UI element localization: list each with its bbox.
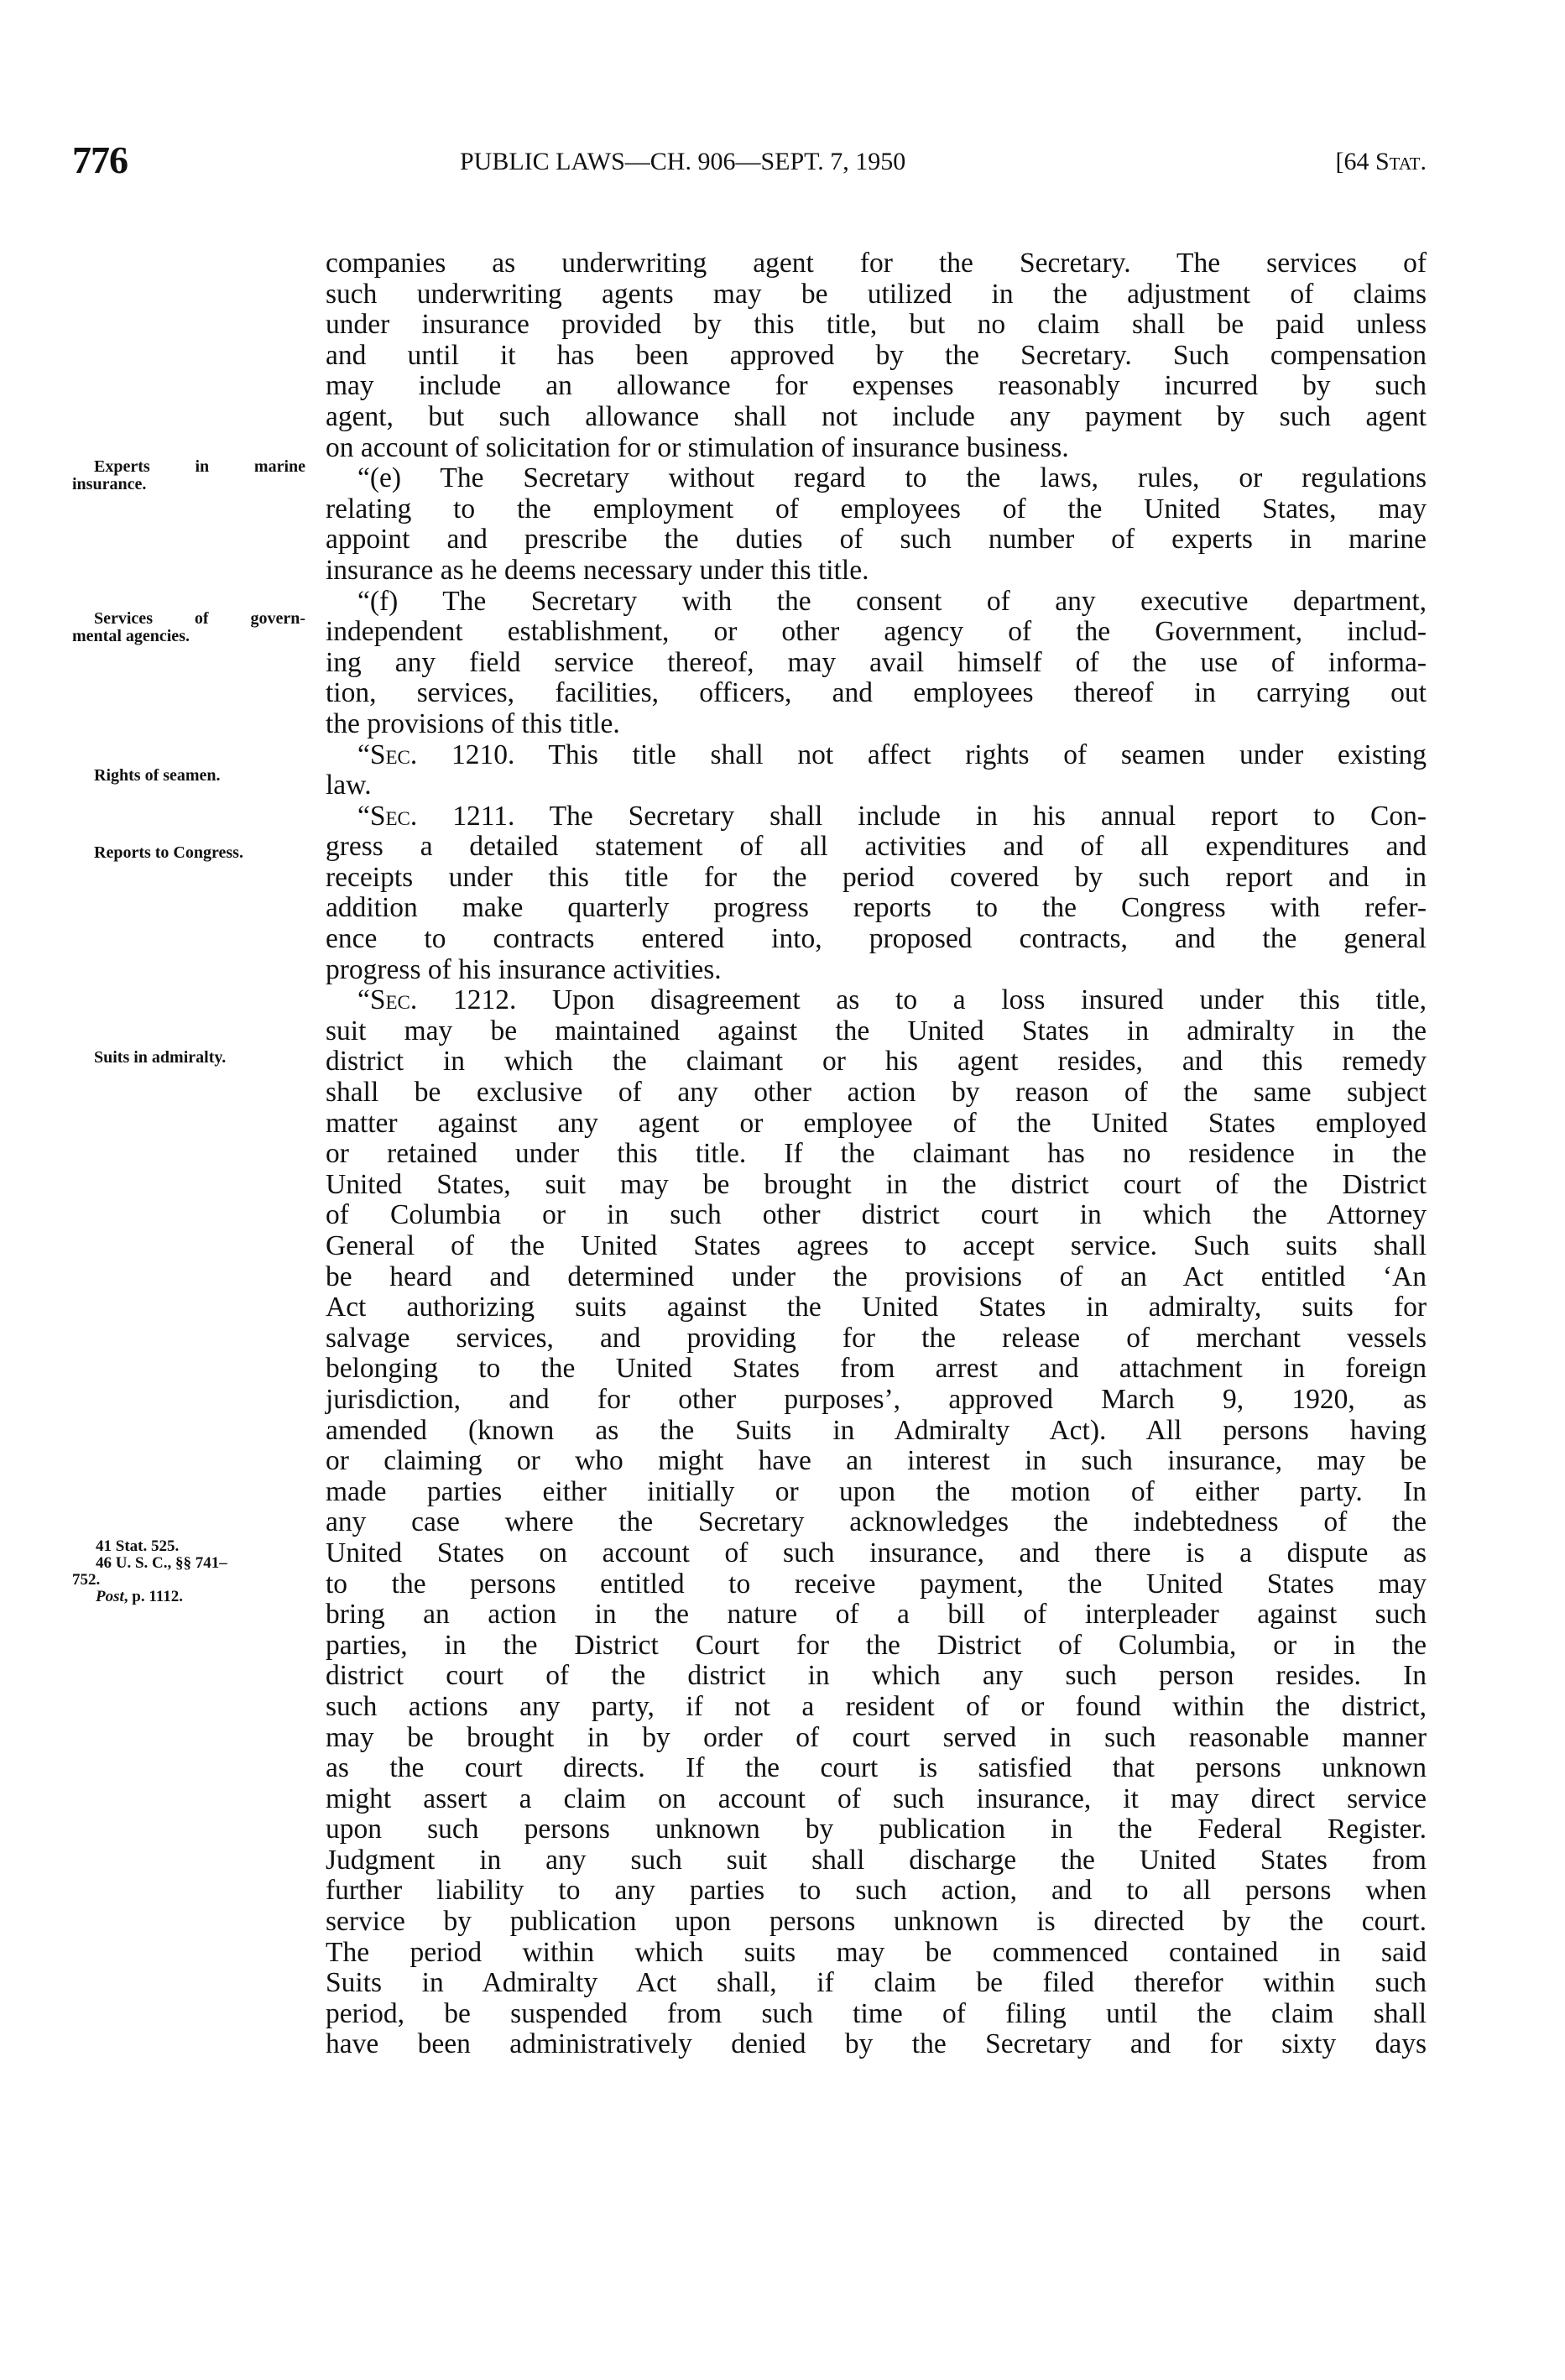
body-line: General of the United States agrees to accept service. Such suits shall: [326, 1230, 1427, 1261]
body-line: “Sec. 1211. The Secretary shall include in his annual report to Con-: [357, 800, 1427, 832]
body-line: or claiming or who might have an interest in such insurance, may be: [326, 1445, 1427, 1477]
body-line: ing any field service thereof, may avail himself of the use of informa-: [326, 646, 1427, 678]
body-line: amended (known as the Suits in Admiralty Act). All persons having: [326, 1414, 1427, 1446]
section-abbrev: ec.: [385, 739, 418, 770]
body-line: period, be suspended from such time of filing until the claim shall: [326, 1997, 1427, 2029]
citation-block: [72, 1538, 305, 1605]
volume-label: Stat.: [1375, 148, 1427, 175]
body-line: salvage services, and providing for the release of merchant vessels: [326, 1322, 1427, 1354]
citation-post: [72, 1589, 305, 1605]
body-line: bring an action in the nature of a bill of interpleader against such: [326, 1599, 1427, 1631]
body-line: matter against any agent or employee of the United States employed: [326, 1107, 1427, 1139]
body-line: insurance as he deems necessary under this title.: [326, 554, 869, 586]
body-line: the provisions of this title.: [326, 707, 620, 739]
body-line: service by publication upon persons unknown is directed by the court.: [326, 1906, 1427, 1938]
body-line: tion, services, facilities, officers, and employees thereof in carrying out: [326, 677, 1427, 709]
body-line: gress a detailed statement of all activities and of all expenditures and: [326, 831, 1427, 863]
citation-post-ref: , p. 1112.: [123, 1588, 184, 1605]
body-line: “(e) The Secretary without regard to the laws, rules, or regulations: [357, 462, 1427, 494]
body-line: The period within which suits may be commenced contained in said: [326, 1936, 1427, 1968]
body-line: further liability to any parties to such action, and to all persons when: [326, 1875, 1427, 1907]
body-line: jurisdiction, and for other purposes’, approved March 9, 1920, as: [326, 1383, 1427, 1415]
volume-prefix: [64: [1335, 148, 1375, 175]
volume-reference: [1336, 148, 1427, 176]
margin-note-line: Experts in marine: [94, 457, 305, 476]
margin-note-experts: [72, 458, 305, 493]
margin-note-suits-in-admiralty: [72, 1049, 305, 1067]
body-line: Act authorizing suits against the United States in admiralty, suits for: [326, 1292, 1427, 1323]
body-line: have been administratively denied by the Secretary and for sixty days: [326, 2028, 1427, 2060]
body-line: appoint and prescribe the duties of such number of experts in marine: [326, 524, 1427, 556]
margin-note-line: Reports to Congress.: [94, 843, 243, 862]
page-number: 776: [72, 138, 128, 181]
body-line: United States, suit may be brought in the district court of the District: [326, 1168, 1427, 1200]
section-abbrev: ec.: [385, 984, 418, 1016]
body-line: Suits in Admiralty Act shall, if claim be filed therefor within such: [326, 1967, 1427, 1999]
citation-stat: 41 Stat. 525.: [96, 1537, 180, 1555]
body-line: progress of his insurance activities.: [326, 953, 722, 985]
body-line: may include an allowance for expenses reasonably incurred by such: [326, 370, 1427, 402]
body-line: companies as underwriting agent for the Secretary. The services of: [326, 248, 1427, 279]
body-line: to the persons entitled to receive payment, the United States may: [326, 1568, 1427, 1600]
body-line: “Sec. 1212. Upon disagreement as to a loss insured under this title,: [357, 984, 1427, 1016]
running-head: [460, 148, 1427, 176]
citation-usc-continued: 752.: [72, 1571, 101, 1589]
citation-post-label: Post: [96, 1588, 124, 1605]
body-line: be heard and determined under the provisions of an Act entitled ‘An: [326, 1260, 1427, 1292]
body-line: such underwriting agents may be utilized in the adjustment of claims: [326, 278, 1427, 310]
body-line: shall be exclusive of any other action by reason of the same subject: [326, 1077, 1427, 1109]
body-line: on account of solicitation for or stimulation of insurance business.: [326, 431, 1069, 463]
body-line: upon such persons unknown by publication in the Federal Register.: [326, 1814, 1427, 1845]
section-abbrev: ec.: [385, 800, 418, 832]
body-line: may be brought in by order of court served in such reasonable manner: [326, 1721, 1427, 1753]
body-line: ence to contracts entered into, proposed contracts, and the general: [326, 923, 1427, 955]
margin-note-line: insurance.: [72, 475, 147, 493]
body-text: [326, 248, 1427, 2060]
margin-note-governmental-agencies: [72, 610, 305, 645]
body-line: United States on account of such insurance, and there is a dispute as: [326, 1537, 1427, 1568]
body-line: addition make quarterly progress reports to the Congress with refer-: [326, 892, 1427, 924]
body-line: parties, in the District Court for the District of Columbia, or in the: [326, 1629, 1427, 1661]
margin-note-line: Rights of seamen.: [94, 766, 221, 785]
body-line: under insurance provided by this title, but no claim shall be paid unless: [326, 309, 1427, 341]
margin-note-rights-of-seamen: [72, 767, 305, 785]
body-line: relating to the employment of employees of the United States, may: [326, 493, 1427, 525]
body-line: such actions any party, if not a resident of or found within the district,: [326, 1690, 1427, 1722]
body-line: belonging to the United States from arrest and attachment in foreign: [326, 1353, 1427, 1385]
body-line: and until it has been approved by the Secretary. Such compensation: [326, 339, 1427, 371]
body-line: “Sec. 1210. This title shall not affect rights of seamen under existing: [357, 739, 1427, 770]
body-line: of Columbia or in such other district court in which the Attorney: [326, 1199, 1427, 1231]
margin-note-line: mental agencies.: [72, 627, 190, 645]
body-line: independent establishment, or other agency of the Government, includ-: [326, 616, 1427, 648]
body-line: district in which the claimant or his agent resides, and this remedy: [326, 1046, 1427, 1078]
body-line: receipts under this title for the period covered by such report and in: [326, 861, 1427, 893]
citation-usc: 46 U. S. C., §§ 741–: [96, 1554, 227, 1572]
margin-note-reports-to-congress: [72, 844, 305, 862]
body-line: agent, but such allowance shall not include any payment by such agent: [326, 400, 1427, 432]
running-title: PUBLIC LAWS—CH. 906—SEPT. 7, 1950: [460, 148, 906, 175]
body-line: suit may be maintained against the United States in admiralty in the: [326, 1015, 1427, 1046]
body-line: might assert a claim on account of such insurance, it may direct service: [326, 1782, 1427, 1814]
margin-note-line: Services of govern-: [94, 609, 305, 628]
body-line: district court of the district in which any such person resides. In: [326, 1660, 1427, 1692]
body-line: made parties either initially or upon the motion of either party. In: [326, 1475, 1427, 1507]
body-line: or retained under this title. If the claimant has no residence in the: [326, 1138, 1427, 1170]
margin-note-line: Suits in admiralty.: [94, 1048, 227, 1067]
body-line: law.: [326, 770, 372, 801]
body-line: Judgment in any such suit shall discharge the United States from: [326, 1844, 1427, 1876]
body-line: as the court directs. If the court is satisfied that persons unknown: [326, 1752, 1427, 1784]
body-line: any case where the Secretary acknowledges the indebtedness of the: [326, 1506, 1427, 1538]
body-line: “(f) The Secretary with the consent of any executive department,: [357, 585, 1427, 617]
